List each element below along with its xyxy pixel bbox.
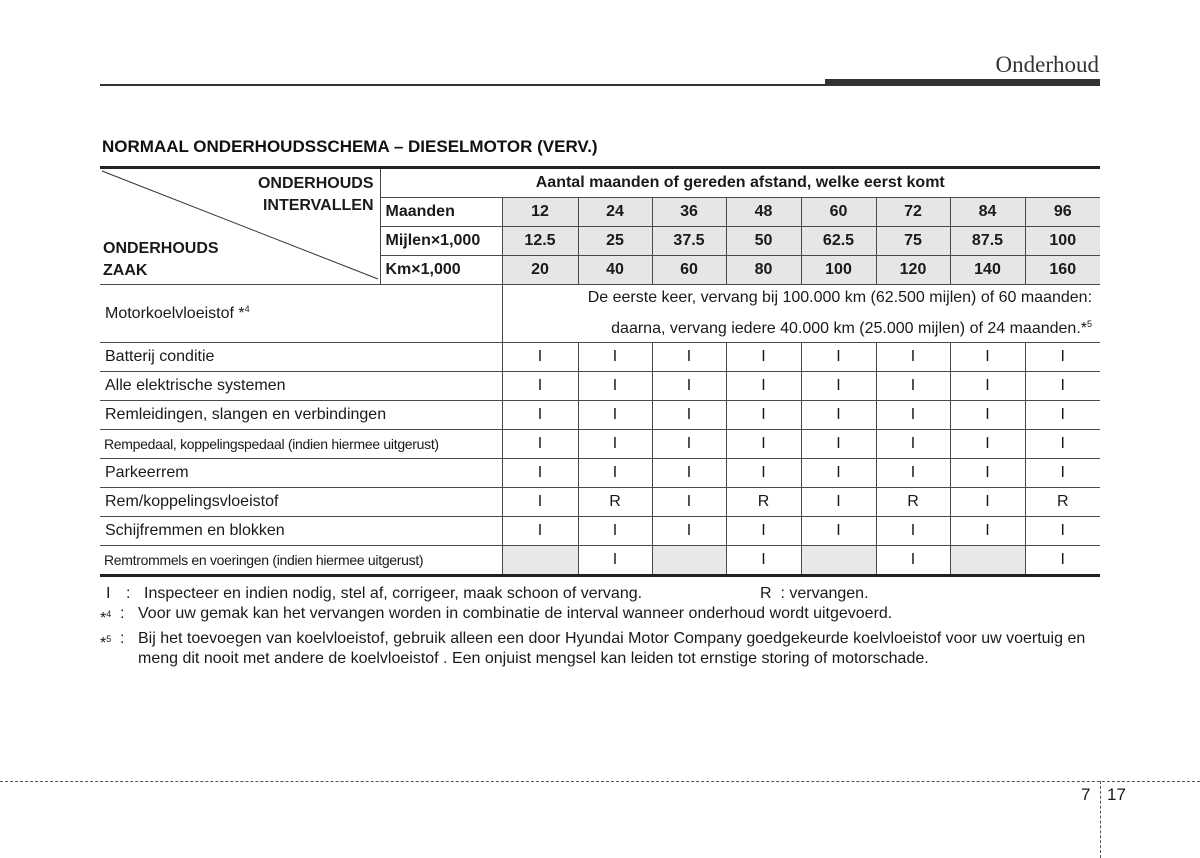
legend-r-symbol: R [760,585,772,602]
item-mark: I [950,488,1025,517]
legend-separator: : [120,630,125,647]
item-mark: I [876,546,950,576]
item-mark: I [578,430,652,459]
item-mark: I [1025,343,1100,372]
interval-row-label: Mijlen×1,000 [380,227,502,256]
interval-value: 36 [652,198,726,227]
item-mark: I [502,343,578,372]
interval-value: 96 [1025,198,1100,227]
table-row [100,517,1100,546]
note4-symbol [100,604,120,629]
coolant-note-sup: 5 [1087,319,1093,329]
note5-sup: 5 [106,634,112,644]
interval-value: 72 [876,198,950,227]
item-mark: I [726,517,801,546]
header-corner-cell [100,168,380,285]
item-mark: I [1025,430,1100,459]
coolant-label-sup: 4 [244,304,250,314]
interval-value: 84 [950,198,1025,227]
legend-row-note4 [100,604,1110,629]
interval-value: 25 [578,227,652,256]
interval-value: 12.5 [502,227,578,256]
interval-value: 20 [502,256,578,285]
legend-separator: : [120,605,125,622]
legend-row-inspect [100,584,1110,604]
item-mark: I [502,517,578,546]
coolant-note-line2-wrap [503,311,1093,342]
item-mark: I [578,459,652,488]
interval-row-label: Km×1,000 [380,256,502,285]
item-mark: I [950,343,1025,372]
coolant-row [100,285,1100,343]
item-mark: I [726,401,801,430]
item-mark: I [801,401,876,430]
item-mark: I [876,401,950,430]
item-mark: I [652,488,726,517]
maintenance-schedule-table [100,166,1100,577]
table-row [100,401,1100,430]
interval-value: 100 [1025,227,1100,256]
footer-dashed-rule [0,781,1200,782]
interval-value: 87.5 [950,227,1025,256]
item-mark: I [502,488,578,517]
item-mark: I [578,343,652,372]
interval-value: 140 [950,256,1025,285]
item-mark: I [801,517,876,546]
item-mark: I [502,401,578,430]
item-label: Schijfremmen en blokken [100,517,502,546]
intervals-header-label [258,173,374,217]
legend-i-text: Inspecteer en indien nodig, stel af, corrigeer, maak schoon of vervang. [144,585,643,602]
item-mark: I [578,372,652,401]
legend [100,584,1110,669]
page-number-value: 17 [1107,785,1126,804]
table-row [100,372,1100,401]
item-mark: I [652,343,726,372]
item-mark: I [502,372,578,401]
item-mark: I [652,372,726,401]
item-mark: I [876,517,950,546]
item-label: Alle elektrische systemen [100,372,502,401]
item-mark: I [876,430,950,459]
item-mark: I [950,459,1025,488]
item-label: Parkeerrem [100,459,502,488]
item-mark: I [801,430,876,459]
interval-value: 62.5 [801,227,876,256]
item-mark: I [950,430,1025,459]
legend-separator: : [126,585,131,602]
item-mark: I [502,430,578,459]
page-title: NORMAAL ONDERHOUDSSCHEMA – DIESELMOTOR (VERV.) [102,137,598,156]
item-mark: I [652,459,726,488]
interval-value: 75 [876,227,950,256]
item-mark: I [578,517,652,546]
item-mark: I [1025,372,1100,401]
coolant-note-line1: De eerste keer, vervang bij 100.000 km (62.500 mijlen) of 60 maanden: [587,289,1093,306]
item-label: Rempedaal, koppelingspedaal (indien hiermee uitgerust) [100,430,502,459]
intervals-header-line2: INTERVALLEN [262,197,374,214]
item-mark [502,546,578,576]
footer-dashed-divider [1100,781,1101,858]
item-mark: I [876,459,950,488]
header-rule-accent [825,79,1100,86]
interval-value: 60 [801,198,876,227]
table-row [100,488,1100,517]
item-mark: I [950,401,1025,430]
table-row [100,430,1100,459]
item-mark: R [578,488,652,517]
interval-value: 12 [502,198,578,227]
intervals-header-line1: ONDERHOUDS [257,175,374,192]
interval-value: 50 [726,227,801,256]
coolant-note-line2: daarna, vervang iedere 40.000 km (25.000 mijlen) of 24 maanden.* [611,320,1087,337]
note5-symbol [100,629,120,654]
interval-value: 80 [726,256,801,285]
item-mark: I [1025,546,1100,576]
interval-row-label: Maanden [380,198,502,227]
items-header-line1: ONDERHOUDS [103,240,219,257]
note4-text: Voor uw gemak kan het vervangen worden in combinatie de interval wanneer onderhoud wordt uitgevoerd. [138,605,893,622]
item-label: Remtrommels en voeringen (indien hiermee uitgerust) [100,546,502,576]
item-mark: I [652,517,726,546]
table-row [100,343,1100,372]
item-mark: I [801,459,876,488]
legend-r-note: R : vervangen. [760,585,869,602]
item-mark: I [1025,459,1100,488]
item-label: Remleidingen, slangen en verbindingen [100,401,502,430]
item-mark: I [502,459,578,488]
item-mark: I [801,372,876,401]
interval-value: 100 [801,256,876,285]
item-mark: I [950,517,1025,546]
item-mark: I [726,343,801,372]
item-label: Rem/koppelingsvloeistof [100,488,502,517]
table-row [100,459,1100,488]
item-mark: I [578,546,652,576]
item-mark: I [726,430,801,459]
item-mark: I [950,372,1025,401]
legend-r-text: vervangen. [789,585,869,602]
interval-value: 37.5 [652,227,726,256]
item-mark: I [1025,517,1100,546]
item-mark [801,546,876,576]
item-mark: I [801,488,876,517]
coolant-label-cell [100,285,502,343]
item-mark [652,546,726,576]
interval-value: 48 [726,198,801,227]
items-header-label [103,238,219,282]
item-label: Batterij conditie [100,343,502,372]
item-mark: I [1025,401,1100,430]
note4-asterisk: * [100,610,107,627]
item-mark: I [652,430,726,459]
interval-value: 24 [578,198,652,227]
legend-row-note5 [100,629,1110,669]
interval-value: 40 [578,256,652,285]
item-mark: I [726,546,801,576]
item-mark: R [726,488,801,517]
legend-i-symbol: I [106,585,111,602]
coolant-note-cell [502,285,1100,343]
items-header-line2: ZAAK [103,262,148,279]
item-mark [950,546,1025,576]
note5-asterisk: * [100,635,107,652]
item-mark: I [726,459,801,488]
item-mark: I [801,343,876,372]
interval-span-header: Aantal maanden of gereden afstand, welke eerst komt [380,168,1100,198]
chapter-number: 7 [1081,785,1091,804]
note5-text: Bij het toevoegen van koelvloeistof, gebruik alleen een door Hyundai Motor Company goedgekeurde koelvloeistof voor uw voertuig en meng dit nooit met andere de koelvloeistof . Een onjuist mengsel kan leiden tot ernstige storing of motorschade. [138,630,1086,667]
interval-value: 160 [1025,256,1100,285]
item-mark: I [578,401,652,430]
item-mark: I [876,343,950,372]
coolant-label: Motorkoelvloeistof * [105,305,245,322]
item-mark: R [876,488,950,517]
item-mark: I [726,372,801,401]
interval-value: 120 [876,256,950,285]
item-mark: R [1025,488,1100,517]
item-mark: I [876,372,950,401]
item-mark: I [652,401,726,430]
table-row [100,546,1100,576]
section-header-title: Onderhoud [995,52,1099,77]
interval-value: 60 [652,256,726,285]
note4-sup: 4 [106,609,112,619]
